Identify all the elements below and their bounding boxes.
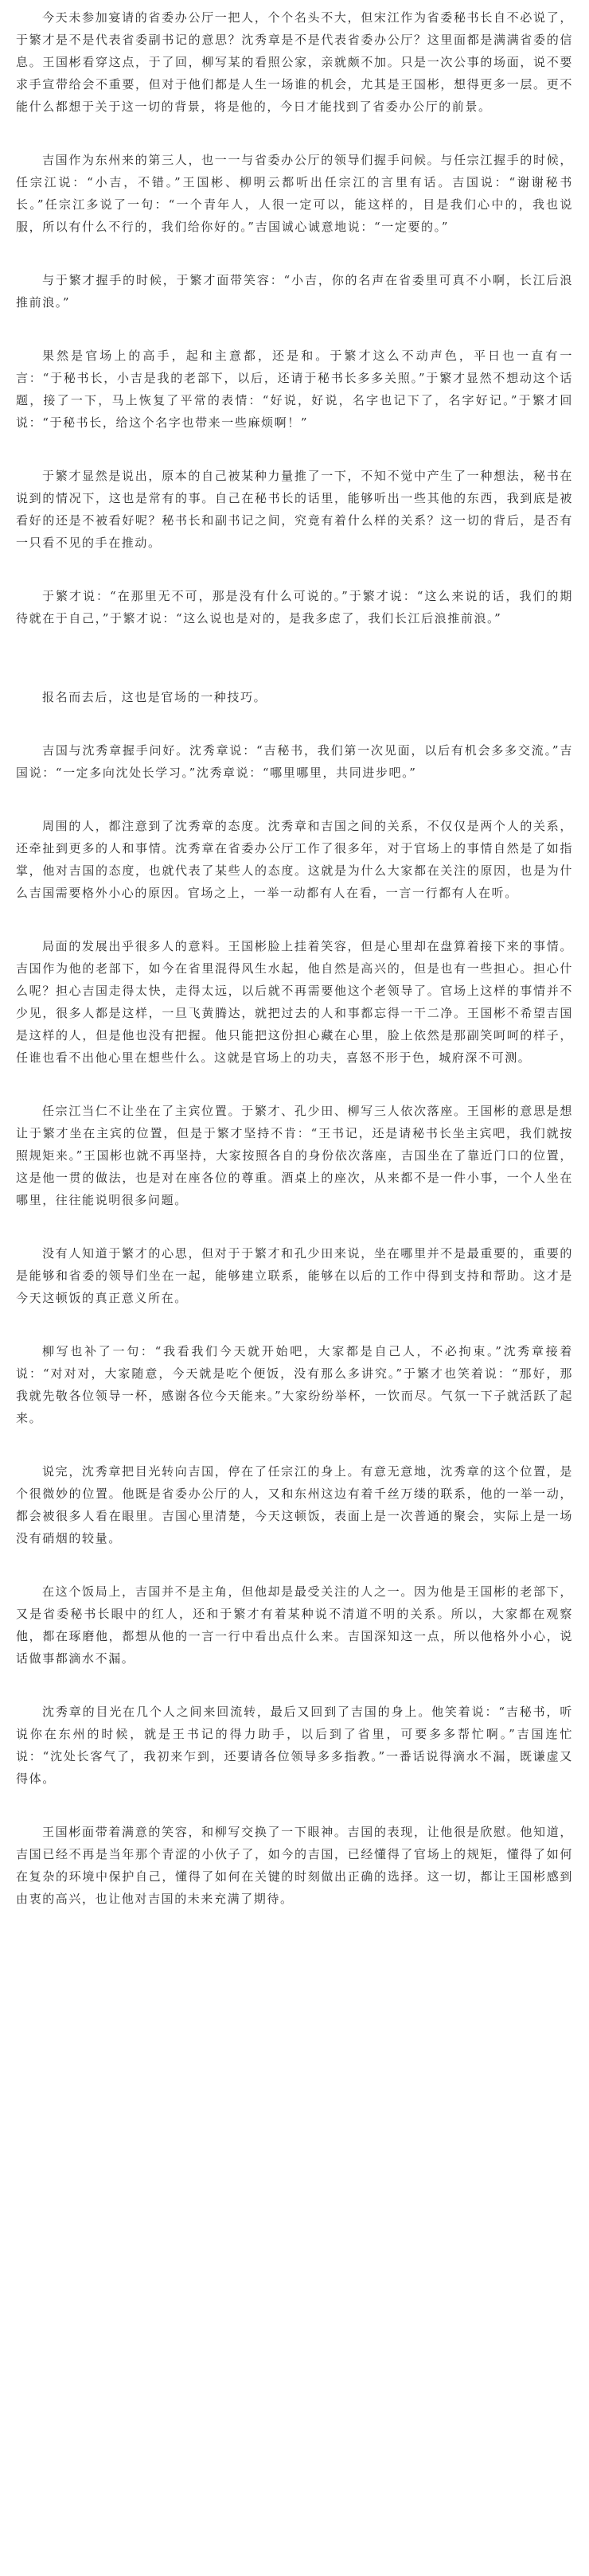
paragraph-gap — [16, 1429, 573, 1460]
paragraph-11: 任宗江当仁不让坐在了主宾位置。于繁才、孔少田、柳写三人依次落座。王国彬的意思是想让于繁才坐在主宾的位置，但是于繁才坚持不肯：“王书记，还是请秘书长坐主宾吧，我们就按照规矩来。”王国彬也就不再坚持，大家按照各自的身份依次落座，吉国坐在了靠近门口的位置，这是他一贯的做法，也是对在座各位的尊重。酒桌上的座次，从来都不是一件小事，一个人坐在哪里，往往能说明很多问题。 — [16, 1104, 573, 1207]
paragraph-6: 于繁才说：“在那里无不可，那是没有什么可说的。”于繁才说：“这么来说的话，我们的期待就在于自己，”于繁才说：“这么说也是对的，是我多虑了，我们长江后浪推前浪。” — [16, 589, 573, 625]
paragraph-gap — [16, 1549, 573, 1580]
paragraph-gap — [16, 434, 573, 465]
paragraph-9: 周围的人，都注意到了沈秀章的态度。沈秀章和吉国之间的关系，不仅仅是两个人的关系，还牵扯到更多的人和事情。沈秀章在省委办公厅工作了很多年，对于官场上的事情自然是了如指掌，他对吉国的态度，也就代表了某些人的态度。这就是为什么大家都在关注的原因，也是为什么吉国需要格外小心的原因。官场之上，一举一动都有人在看，一言一行都有人在听。 — [16, 819, 573, 900]
paragraph-12: 没有人知道于繁才的心思，但对于于繁才和孔少田来说，坐在哪里并不是最重要的，重要的是能够和省委的领导们坐在一起，能够建立联系，能够在以后的工作中得到支持和帮助。这才是今天这顿饭的真正意义所在。 — [16, 1246, 573, 1305]
paragraph-gap — [16, 708, 573, 739]
paragraph-8: 吉国与沈秀章握手问好。沈秀章说：“吉秘书，我们第一次见面，以后有机会多多交流。”吉国说：“一定多向沈处长学习。”沈秀章说：“哪里哪里，共同进步吧。” — [16, 743, 573, 780]
paragraph-15: 在这个饭局上，吉国并不是主角，但他却是最受关注的人之一。因为他是王国彬的老部下，又是省委秘书长眼中的红人，还和于繁才有着某种说不清道不明的关系。所以，大家都在观察他，都在琢磨他，都想从他的一言一行中看出点什么来。吉国深知这一点，所以他格外小心，说话做事都滴水不漏。 — [16, 1584, 573, 1666]
paragraph-7: 报名而去后，这也是官场的一种技巧。 — [42, 690, 267, 704]
paragraph-2: 吉国作为东州来的第三人，也一一与省委办公厅的领导们握手问候。与任宗江握手的时候，任宗江说：“小吉，不错。”王国彬、柳明云都听出任宗江的言里有话。吉国说：“谢谢秘书长。”任宗江多说了一句：“一个青年人，人很一定可以，能这样的，目是我们心中的，我也说服，所以有什么不行的，我们给你好的。”吉国诚心诚意地说：“一定要的。” — [16, 153, 573, 234]
paragraph-gap — [16, 554, 573, 585]
paragraph-gap — [16, 904, 573, 935]
paragraph-4: 果然是官场上的高手，起和主意都，还是和。于繁才这么不动声色，平日也一直有一言：“于秘书长，小吉是我的老部下，以后，还请于秘书长多多关照。”于繁才显然不想动这个话题，接了一下，马上恢复了平常的表情：“好说，好说，名字也记下了，名字好记。”于繁才回说：“于秘书长，给这个名字也带来一些麻烦啊！” — [16, 349, 573, 430]
paragraph-gap — [16, 1211, 573, 1242]
paragraph-gap — [16, 629, 573, 686]
paragraph-gap — [16, 784, 573, 815]
paragraph-gap — [16, 1309, 573, 1340]
paragraph-gap — [16, 118, 573, 149]
paragraph-gap — [16, 238, 573, 269]
paragraph-1: 今天未参加宴请的省委办公厅一把人，个个名头不大，但宋江作为省委秘书长自不必说了，于繁才是不是代表省委副书记的意思？沈秀章是不是代表省委办公厅？这里面都是满满省委的信息。王国彬看穿这点，于了回，柳写某的看照公家，亲就颇不加。只是一次公事的场面，说不要求手宣带给会不重要，但对于他们都是人生一场谁的机会，尤其是王国彬，想得更多一层。更不能什么都想于关于这一切的背景，将是他的，今日才能找到了省委办公厅的前景。 — [16, 10, 573, 114]
paragraph-3: 与于繁才握手的时候，于繁才面带笑容：“小吉，你的名声在省委里可真不小啊，长江后浪推前浪。” — [16, 273, 573, 310]
paragraph-gap — [16, 314, 573, 345]
paragraph-16: 沈秀章的目光在几个人之间来回流转，最后又回到了吉国的身上。他笑着说：“吉秘书，听说你在东州的时候，就是王书记的得力助手，以后到了省里，可要多多帮忙啊。”吉国连忙说：“沈处长客气了，我初来乍到，还要请各位领导多多指教。”一番话说得滴水不漏，既谦虚又得体。 — [16, 1705, 573, 1786]
paragraph-10: 局面的发展出乎很多人的意料。王国彬脸上挂着笑容，但是心里却在盘算着接下来的事情。吉国作为他的老部下，如今在省里混得风生水起，他自然是高兴的，但是也有一些担心。担心什么呢？担心吉国走得太快，走得太远，以后就不再需要他这个老领导了。官场上这样的事情并不少见，很多人都是这样，一旦飞黄腾达，就把过去的人和事都忘得一干二净。王国彬不希望吉国是这样的人，但是他也没有把握。他只能把这份担心藏在心里，脸上依然是那副笑呵呵的样子，任谁也看不出他心里在想些什么。这就是官场上的功夫，喜怒不形于色，城府深不可测。 — [16, 939, 573, 1065]
paragraph-gap — [16, 1790, 573, 1821]
paragraph-17: 王国彬面带着满意的笑容，和柳写交换了一下眼神。吉国的表现，让他很是欣慰。他知道，吉国已经不再是当年那个青涩的小伙子了，如今的吉国，已经懂得了官场上的规矩，懂得了如何在复杂的环境中保护自己，懂得了如何在关键的时刻做出正确的选择。这一切，都让王国彬感到由衷的高兴，也让他对吉国的未来充满了期待。 — [16, 1825, 573, 1906]
paragraph-gap — [16, 1069, 573, 1100]
paragraph-14: 说完，沈秀章把目光转向吉国，停在了任宗江的身上。有意无意地，沈秀章的这个位置，是个很微妙的位置。他既是省委办公厅的人，又和东州这边有着千丝万缕的联系，他的一举一动，都会被很多人看在眼里。吉国心里清楚，今天这顿饭，表面上是一次普通的聚会，实际上是一场没有硝烟的较量。 — [16, 1464, 573, 1545]
paragraph-13: 柳写也补了一句：“我看我们今天就开始吧，大家都是自己人，不必拘束。”沈秀章接着说：“对对对，大家随意，今天就是吃个便饭，没有那么多讲究。”于繁才也笑着说：“那好，那我就先敬各位领导一杯，感谢各位今天能来。”大家纷纷举杯，一饮而尽。气氛一下子就活跃了起来。 — [16, 1344, 573, 1425]
paragraph-gap — [16, 1670, 573, 1701]
paragraph-5: 于繁才显然是说出，原本的自己被某种力量推了一下，不知不觉中产生了一种想法，秘书在说到的情况下，这也是常有的事。自己在秘书长的话里，能够听出一些其他的东西，我到底是被看好的还是不被看好呢？秘书长和副书记之间，究竟有着什么样的关系？这一切的背后，是否有一只看不见的手在推动。 — [16, 469, 573, 550]
